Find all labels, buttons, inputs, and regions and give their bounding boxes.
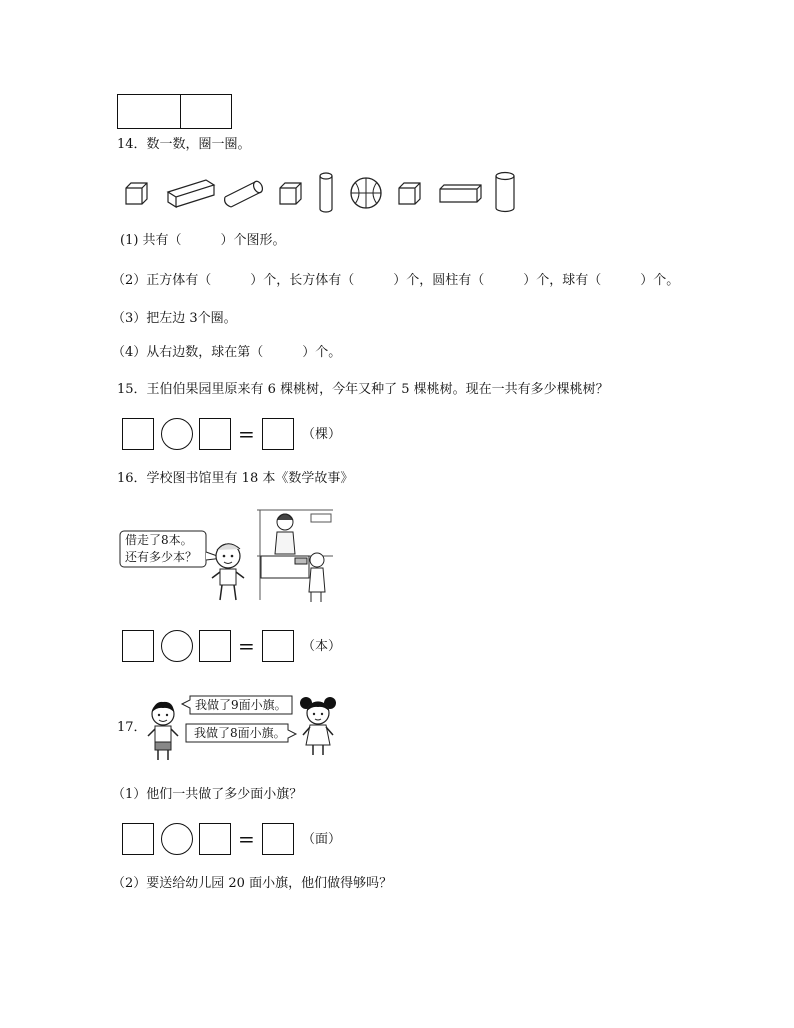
q15-title: 15．王伯伯果园里原来有 6 棵桃树，今年又种了 5 棵桃树。现在一共有多少棵桃树？ [117,382,609,397]
cube-icon[interactable] [398,182,422,206]
ball-icon[interactable] [349,176,383,210]
q17-operand2-box[interactable] [199,823,231,855]
girl-speech-text: 我做了8面小旗。 [194,726,286,740]
q17-sub1: （1）他们一共做了多少面小旗？ [112,787,303,802]
q17-result-box[interactable] [262,823,294,855]
q16-title: 16．学校图书馆里有 18 本《数学故事》 [117,471,354,486]
library-scene-icon [255,506,335,602]
q16-operand1-box[interactable] [122,630,154,662]
cylinder-icon[interactable] [318,172,334,214]
q16-unit: （本） [302,639,342,654]
q16-operand2-box[interactable] [199,630,231,662]
q17-operator-circle[interactable] [161,823,193,855]
q15-unit: （棵） [302,427,342,442]
boy-speech-text: 我做了9面小旗。 [195,698,287,712]
girl-icon [298,695,338,759]
q17-operand1-box[interactable] [122,823,154,855]
boy-icon [145,700,181,762]
q17-number: 17． [117,720,147,735]
q14-sub1: (1) 共有（ ）个图形。 [120,233,286,248]
q14-sub2: （2）正方体有（ ）个，长方体有（ ）个，圆柱有（ ）个，球有（ ）个。 [112,273,680,288]
answer-box-top-left[interactable] [117,94,181,129]
q16-equals-sign: = [238,634,255,658]
q14-title: 14．数一数，圈一圈。 [117,137,251,152]
cube-icon[interactable] [279,182,303,206]
q14-sub4: （4）从右边数，球在第（ ）个。 [112,345,342,360]
q15-result-box[interactable] [262,418,294,450]
cuboid-icon[interactable] [166,178,216,208]
q14-sub3: （3）把左边 3个圈。 [112,311,237,326]
q17-unit: （面） [302,832,342,847]
speech-line-2: 还有多少本？ [125,550,198,564]
q15-operator-circle[interactable] [161,418,193,450]
cylinder-icon[interactable] [494,172,516,214]
q17-sub2: （2）要送给幼儿园 20 面小旗，他们做得够吗？ [112,876,393,891]
q17-equals-sign: = [238,827,255,851]
answer-box-top-right[interactable] [180,94,232,129]
q15-equals-sign: = [238,422,255,446]
q15-operand2-box[interactable] [199,418,231,450]
cylinder-icon[interactable] [221,178,265,208]
cuboid-icon[interactable] [439,184,483,204]
q16-result-box[interactable] [262,630,294,662]
speech-line-1: 借走了8本。 [125,533,193,547]
q15-operand1-box[interactable] [122,418,154,450]
cube-icon[interactable] [125,182,149,206]
q16-operator-circle[interactable] [161,630,193,662]
boy-reading-icon [208,540,248,604]
